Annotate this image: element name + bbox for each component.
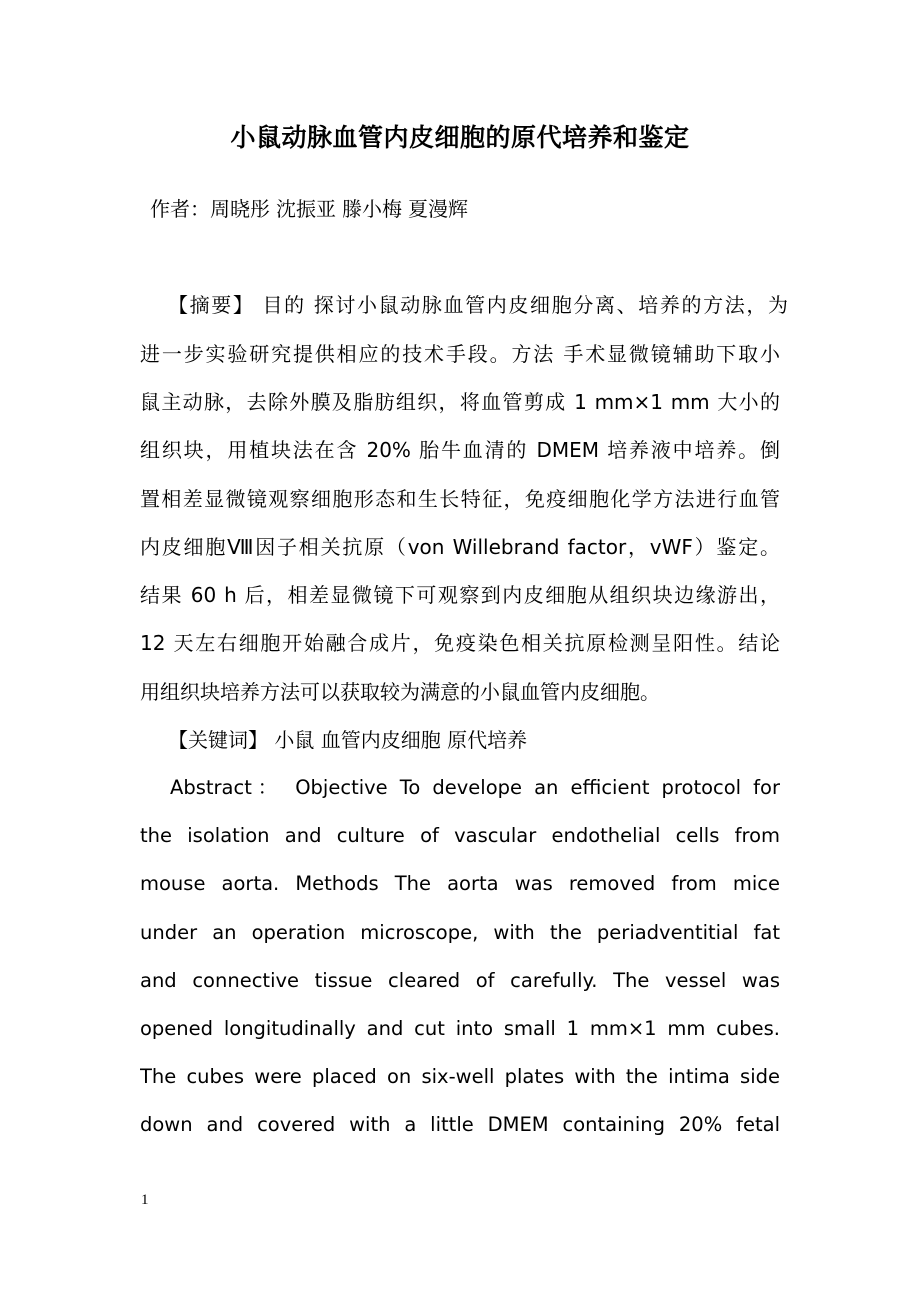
abstract-cn-line: 12 天左右细胞开始融合成片，免疫染色相关抗原检测呈阳性。结论 — [140, 631, 780, 655]
abstract-en-line: down and covered with a little DMEM containing 20% fetal — [140, 1113, 780, 1136]
abstract-cn-line: 进一步实验研究提供相应的技术手段。方法 手术显微镜辅助下取小 — [140, 342, 780, 366]
abstract-cn-line: 结果 60 h 后，相差显微镜下可观察到内皮细胞从组织块边缘游出， — [140, 583, 780, 607]
abstract-cn-line: 置相差显微镜观察细胞形态和生长特征，免疫细胞化学方法进行血管 — [140, 487, 780, 511]
paper-title: 小鼠动脉血管内皮细胞的原代培养和鉴定 — [230, 123, 690, 152]
author-name: 夏漫辉 — [408, 197, 468, 221]
abstract-en-line: under an operation microscope, with the periadventitial fat — [140, 921, 780, 944]
abstract-en-line: opened longitudinally and cut into small 1 mm×1 mm cubes. — [140, 1017, 780, 1040]
author-line — [150, 192, 790, 226]
abstract-en-line: The cubes were placed on six-well plates with the intima side — [140, 1065, 780, 1088]
abstract-en-line: and connective tissue cleared of carefully. The vessel was — [140, 969, 780, 992]
abstract-en-line: the isolation and culture of vascular endothelial cells from — [140, 824, 780, 847]
abstract-cn-line: 鼠主动脉，去除外膜及脂肪组织，将血管剪成 1 mm×1 mm 大小的 — [140, 390, 780, 414]
author-name: 沈振亚 — [276, 197, 336, 221]
page-number: 1 — [141, 1192, 149, 1208]
abstract-en-line: mouse aorta. Methods The aorta was removed from mice — [140, 872, 780, 895]
author-label: 作者： — [150, 197, 210, 221]
abstract-cn-line: 【摘要】 目的 探讨小鼠动脉血管内皮细胞分离、培养的方法，为 — [168, 293, 788, 317]
abstract-cn-line: 内皮细胞Ⅷ因子相关抗原（von Willebrand factor，vWF）鉴定。 — [140, 535, 780, 559]
abstract-en-line: Abstract： Objective To develope an efficient protocol for — [170, 776, 780, 799]
abstract-cn-line: 组织块，用植块法在含 20% 胎牛血清的 DMEM 培养液中培养。倒 — [140, 438, 780, 462]
author-name: 滕小梅 — [342, 197, 402, 221]
author-name: 周晓彤 — [210, 197, 270, 221]
keywords-line: 【关键词】 小鼠 血管内皮细胞 原代培养 — [168, 728, 528, 752]
abstract-cn-line: 用组织块培养方法可以获取较为满意的小鼠血管内皮细胞。 — [140, 680, 660, 704]
